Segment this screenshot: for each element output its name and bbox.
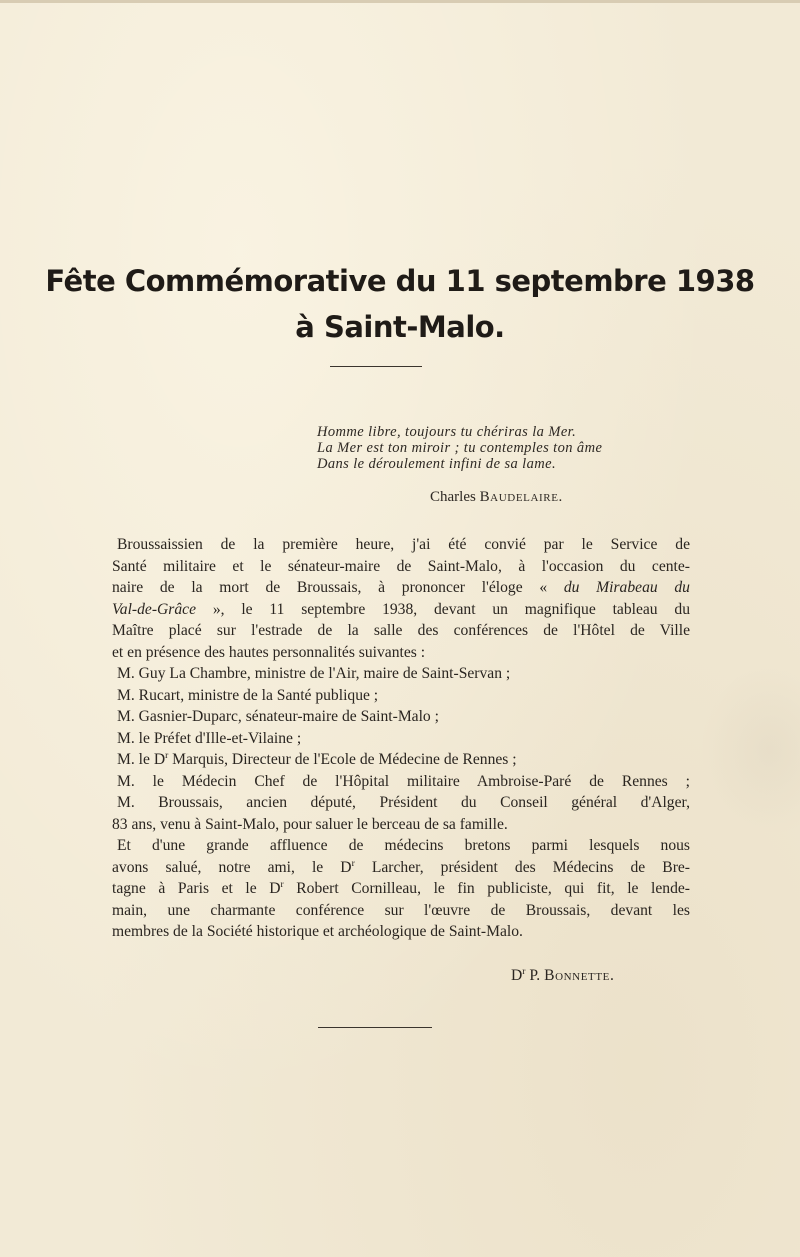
title-divider bbox=[330, 366, 422, 367]
signature-initial: P. bbox=[529, 967, 541, 984]
paragraph-2-line-2-a: avons salué, notre ami, le D bbox=[112, 858, 352, 876]
personality-6: M. le Médecin Chef de l'Hôpital militaire Ambroise-Paré de Rennes ; bbox=[117, 772, 690, 790]
paragraph-2-line-4: main, une charmante conférence sur l'œuvre de Broussais, devant les bbox=[112, 901, 690, 919]
title-line-1: Fête Commémorative du 11 septembre 1938 bbox=[45, 264, 755, 298]
body-text bbox=[112, 534, 690, 943]
epigraph-line-3: Dans le déroulement infini de sa lame. bbox=[317, 456, 556, 472]
paragraph-1-line-1: Broussaissien de la première heure, j'ai été convié par le Service de bbox=[117, 536, 690, 553]
epigraph-author bbox=[430, 488, 563, 506]
personality-2: M. Rucart, ministre de la Santé publique ; bbox=[117, 686, 379, 704]
personality-5 bbox=[112, 749, 690, 771]
personality-3: M. Gasnier-Duparc, sénateur-maire de Saint-Malo ; bbox=[117, 708, 439, 725]
signature-name: Bonnette. bbox=[544, 967, 615, 984]
quote-italic-1: du Mirabeau du bbox=[563, 579, 690, 596]
quote-italic-2: Val-de-Grâce bbox=[112, 600, 196, 618]
page-top-edge bbox=[0, 0, 800, 3]
document-title bbox=[0, 258, 800, 350]
signature-prefix: D bbox=[511, 967, 523, 984]
paragraph-2-line-3-sup: r bbox=[280, 880, 284, 890]
paragraph-1-line-3-text: naire de la mort de Broussais, à prononcer l'éloge bbox=[112, 579, 523, 596]
paragraph-1-line-4-text: », le 11 septembre 1938, devant un magnifique tableau du bbox=[212, 600, 690, 618]
paragraph-1-line-5: Maître placé sur l'estrade de la salle des conférences de l'Hôtel de Ville bbox=[112, 622, 690, 639]
paragraph-2-line-2-sup: r bbox=[351, 858, 355, 869]
signature bbox=[511, 966, 615, 986]
paragraph-1-line-3 bbox=[112, 577, 690, 599]
paper-bleed-stain bbox=[700, 665, 800, 835]
marquis-sup: r bbox=[165, 751, 169, 761]
marquis-prefix: M. le D bbox=[117, 751, 166, 768]
marquis-rest: Marquis, Directeur de l'Ecole de Médecine de Rennes ; bbox=[172, 751, 517, 768]
paragraph-1-line-4 bbox=[112, 599, 690, 621]
quote-open: « bbox=[539, 579, 548, 596]
signature-sup: r bbox=[522, 967, 526, 977]
title-line-2: à Saint-Malo. bbox=[295, 310, 505, 344]
personality-7-line-2: 83 ans, venu à Saint-Malo, pour saluer le berceau de sa famille. bbox=[112, 815, 508, 833]
personality-7-line-1: M. Broussais, ancien député, Président du Conseil général d'Alger, bbox=[117, 794, 690, 811]
epigraph bbox=[317, 424, 767, 472]
epigraph-author-first: Charles bbox=[430, 489, 476, 505]
paragraph-1-line-2: Santé militaire et le sénateur-maire de Saint-Malo, à l'occasion du cente- bbox=[112, 557, 690, 575]
personality-4: M. le Préfet d'Ille-et-Vilaine ; bbox=[117, 729, 302, 747]
paragraph-2-line-3-b: Robert Cornilleau, le fin publiciste, qui fit, le lende- bbox=[296, 880, 691, 897]
closing-divider bbox=[318, 1027, 432, 1028]
epigraph-author-last: Baudelaire. bbox=[479, 489, 563, 505]
paragraph-2-line-3-a: tagne à Paris et le D bbox=[112, 880, 281, 897]
paragraph-2-line-2 bbox=[112, 857, 690, 879]
paragraph-1-line-6: et en présence des hautes personnalités suivantes : bbox=[112, 643, 426, 661]
epigraph-line-1: Homme libre, toujours tu chériras la Mer. bbox=[317, 424, 577, 440]
paragraph-2-line-5: membres de la Société historique et archéologique de Saint-Malo. bbox=[112, 923, 523, 940]
paragraph-2-line-1: Et d'une grande affluence de médecins bretons parmi lesquels nous bbox=[117, 837, 690, 854]
personality-1: M. Guy La Chambre, ministre de l'Air, maire de Saint-Servan ; bbox=[117, 665, 511, 682]
paragraph-2-line-2-b: Larcher, président des Médecins de Bre- bbox=[371, 858, 691, 876]
epigraph-line-2: La Mer est ton miroir ; tu contemples ton âme bbox=[317, 440, 603, 456]
paragraph-2-line-3 bbox=[112, 878, 690, 900]
